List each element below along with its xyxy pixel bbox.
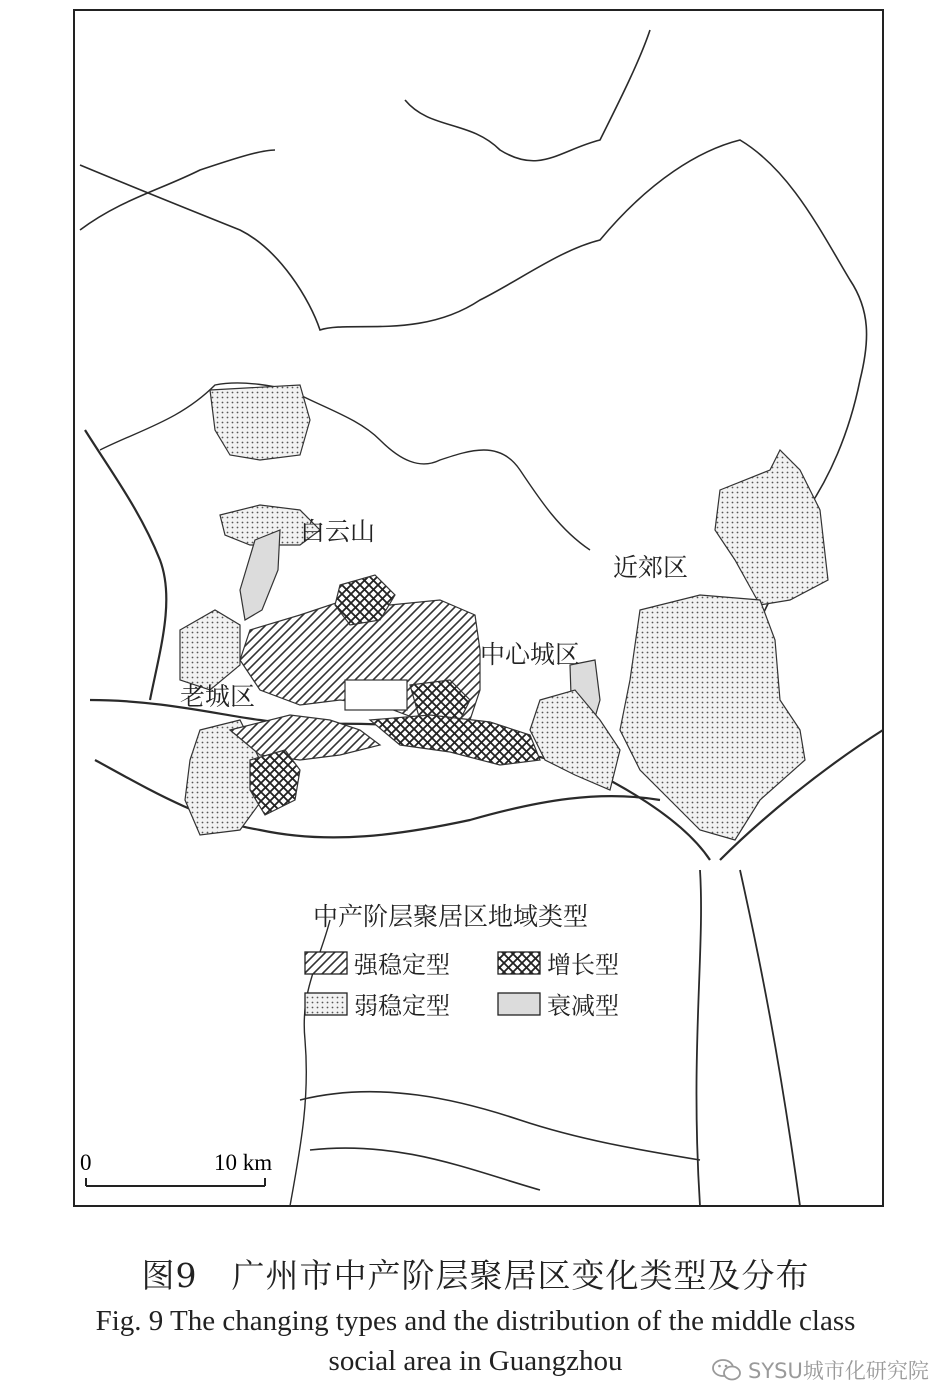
neutral-area bbox=[345, 680, 407, 710]
legend-label-weak-stable: 弱稳定型 bbox=[354, 992, 450, 1020]
legend-swatch-grey bbox=[498, 993, 540, 1015]
wechat-icon bbox=[712, 1358, 742, 1382]
watermark-text: SYSU城市化研究院 bbox=[748, 1359, 929, 1383]
legend-swatch-hatch bbox=[305, 952, 347, 974]
legend-swatch-dots bbox=[305, 993, 347, 1015]
legend-label-strong-stable: 强稳定型 bbox=[354, 951, 450, 979]
label-zhongxinchengqu: 中心城区 bbox=[480, 640, 581, 669]
scale-end-label: 10 km bbox=[214, 1150, 273, 1175]
legend-label-decline: 衰减型 bbox=[547, 992, 619, 1020]
label-jinjiaoqu: 近郊区 bbox=[613, 553, 689, 582]
figure-caption-en-line2: social area in Guangzhou bbox=[328, 1345, 623, 1377]
watermark bbox=[712, 1350, 947, 1390]
label-laochengqu: 老城区 bbox=[180, 682, 256, 711]
legend-title: 中产阶层聚居区地域类型 bbox=[313, 902, 589, 931]
legend-swatch-crosshatch bbox=[498, 952, 540, 974]
figure-caption-en-line1: Fig. 9 The changing types and the distribution of the middle class bbox=[95, 1305, 856, 1337]
legend-label-growth: 增长型 bbox=[547, 951, 619, 979]
label-baiyunshan: 白云山 bbox=[300, 517, 376, 546]
scale-start-label: 0 bbox=[80, 1150, 92, 1175]
figure-caption-cn: 图9 广州市中产阶层聚居区变化类型及分布 bbox=[141, 1256, 810, 1295]
